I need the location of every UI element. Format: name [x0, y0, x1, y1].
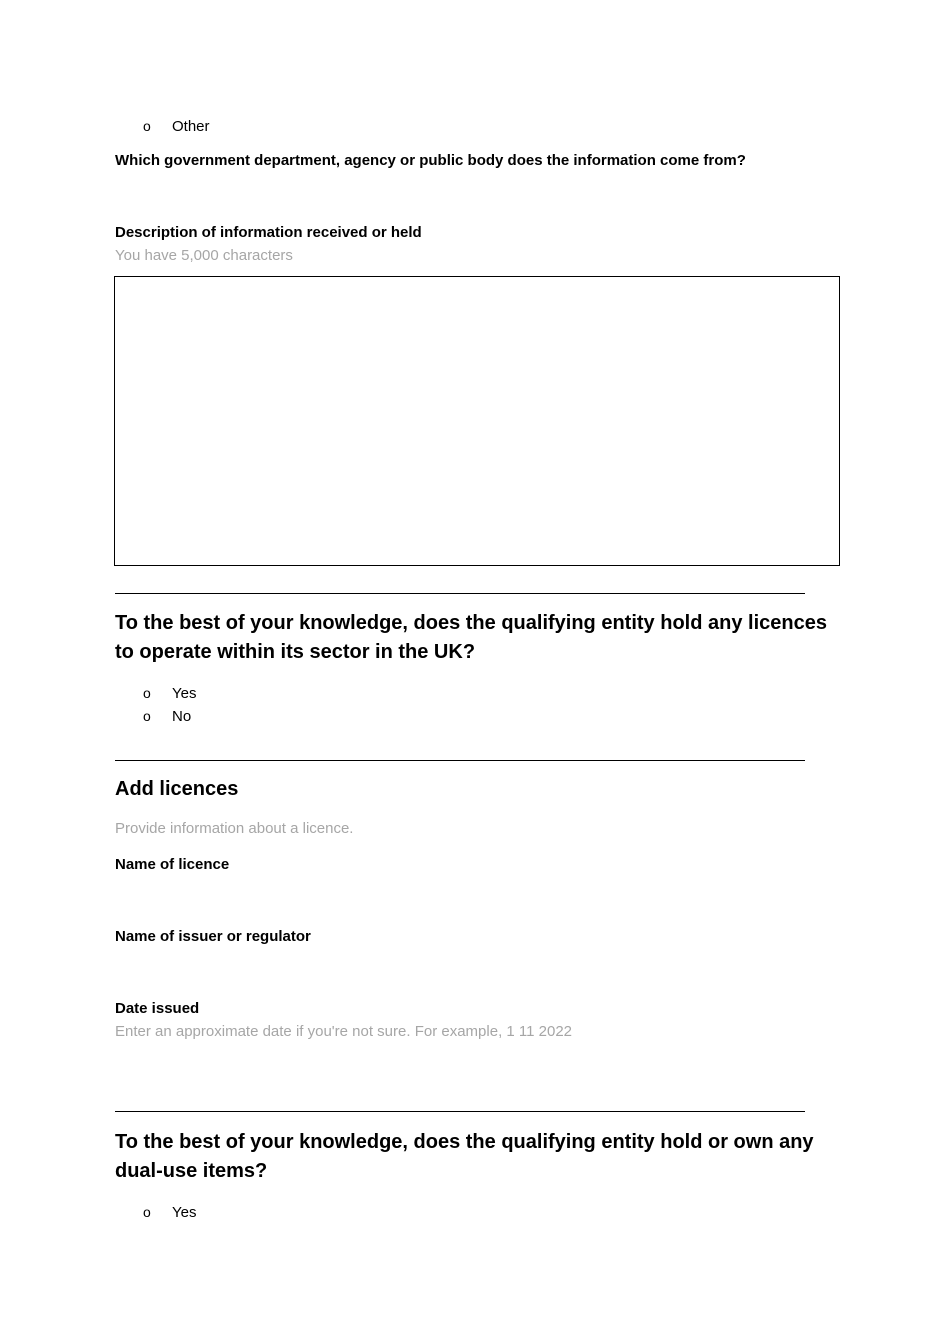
dual-use-question-heading: To the best of your knowledge, does the qualifying entity hold or own any dual-use items?: [115, 1131, 814, 1182]
name-of-issuer-label: Name of issuer or regulator: [115, 928, 311, 945]
licences-question-heading: To the best of your knowledge, does the qualifying entity hold any licences to operate within its sector in the UK?: [115, 612, 827, 663]
radio-option-yes[interactable]: [143, 683, 196, 704]
radio-option-other[interactable]: [143, 116, 210, 137]
name-of-licence-label: Name of licence: [115, 856, 230, 873]
description-character-hint: You have 5,000 characters: [115, 247, 293, 264]
radio-circle-icon: o: [143, 1204, 151, 1220]
radio-option-label: Yes: [172, 685, 197, 702]
radio-circle-icon: o: [143, 708, 151, 724]
radio-circle-icon: o: [143, 685, 151, 701]
radio-option-label: Yes: [172, 1204, 197, 1221]
section-divider: [115, 593, 805, 594]
radio-option-yes[interactable]: [143, 1202, 196, 1223]
date-issued-hint: Enter an approximate date if you're not sure. For example, 1 11 2022: [115, 1023, 573, 1040]
date-issued-label: Date issued: [115, 1000, 200, 1017]
radio-option-no[interactable]: [143, 706, 191, 727]
radio-option-label: No: [172, 708, 192, 725]
gov-department-question: Which government department, agency or public body does the information come from?: [115, 152, 746, 169]
add-licences-heading: Add licences: [115, 778, 239, 800]
section-divider: [115, 1111, 805, 1112]
radio-circle-icon: o: [143, 118, 151, 134]
description-textarea[interactable]: [114, 276, 840, 566]
section-divider: [115, 760, 805, 761]
radio-option-label: Other: [172, 118, 210, 135]
description-label: Description of information received or held: [115, 224, 422, 241]
add-licences-hint: Provide information about a licence.: [115, 820, 354, 837]
